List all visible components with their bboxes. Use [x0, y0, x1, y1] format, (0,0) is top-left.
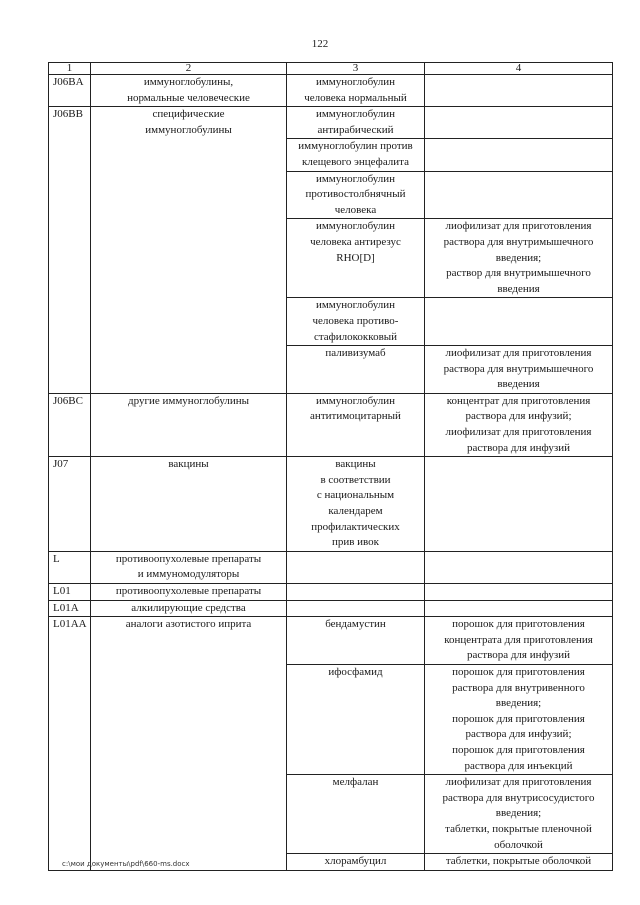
- page-number: 122: [311, 38, 329, 50]
- dosage-form-cell: таблетки, покрытые оболочкой: [425, 854, 613, 871]
- group-name-cell: специфические иммуноглобулины: [91, 107, 287, 394]
- drug-name-cell: мелфалан: [287, 775, 425, 854]
- dosage-form-cell: [425, 171, 613, 219]
- table-row: [49, 584, 613, 601]
- dosage-form-cell: порошок для приготовления концентрата для приготовления раствора для инфузий: [425, 617, 613, 665]
- group-name-cell: иммуноглобулины, нормальные человеческие: [91, 75, 287, 107]
- atc-code-cell: L01A: [49, 600, 91, 617]
- atc-code-cell: L01: [49, 584, 91, 601]
- dosage-form-cell: порошок для приготовления раствора для внутривенного введения; порошок для приготовления раствора для инфузий; порошок для приготовления раствора для инъекций: [425, 664, 613, 774]
- column-header: 1: [49, 63, 91, 75]
- drug-name-cell: иммуноглобулин противостолбнячный человека: [287, 171, 425, 219]
- column-header: 3: [287, 63, 425, 75]
- table-row: [49, 393, 613, 456]
- dosage-form-cell: [425, 551, 613, 583]
- table-row: [49, 551, 613, 583]
- group-name-cell: аналоги азотистого иприта: [91, 617, 287, 871]
- group-name-cell: противоопухолевые препараты: [91, 584, 287, 601]
- dosage-form-cell: лиофилизат для приготовления раствора для внутримышечного введения; раствор для внутримышечного введения: [425, 219, 613, 298]
- table-row: [49, 107, 613, 139]
- drug-name-cell: иммуноглобулин человека нормальный: [287, 75, 425, 107]
- atc-code-cell: L01AA: [49, 617, 91, 871]
- atc-code-cell: J07: [49, 457, 91, 552]
- dosage-form-cell: концентрат для приготовления раствора для инфузий; лиофилизат для приготовления раствора для инфузий: [425, 393, 613, 456]
- drug-name-cell: вакцины в соответствии с национальным календарем профилактических прив ивок: [287, 457, 425, 552]
- dosage-form-cell: [425, 600, 613, 617]
- drug-name-cell: [287, 584, 425, 601]
- drug-name-cell: иммуноглобулин против клещевого энцефалита: [287, 139, 425, 171]
- dosage-form-cell: лиофилизат для приготовления раствора для внутримышечного введения: [425, 346, 613, 394]
- drug-name-cell: [287, 551, 425, 583]
- dosage-form-cell: [425, 107, 613, 139]
- drug-table: [48, 62, 613, 871]
- table-header-row: [49, 63, 613, 75]
- dosage-form-cell: [425, 75, 613, 107]
- atc-code-cell: J06BA: [49, 75, 91, 107]
- group-name-cell: противоопухолевые препараты и иммуномодуляторы: [91, 551, 287, 583]
- group-name-cell: вакцины: [91, 457, 287, 552]
- drug-name-cell: иммуноглобулин человека антирезус RHO[D]: [287, 219, 425, 298]
- table-row: [49, 457, 613, 552]
- group-name-cell: другие иммуноглобулины: [91, 393, 287, 456]
- drug-name-cell: иммуноглобулин антитимоцитарный: [287, 393, 425, 456]
- column-header: 2: [91, 63, 287, 75]
- drug-name-cell: паливизумаб: [287, 346, 425, 394]
- atc-code-cell: J06BB: [49, 107, 91, 394]
- dosage-form-cell: [425, 139, 613, 171]
- drug-name-cell: бендамустин: [287, 617, 425, 665]
- atc-code-cell: L: [49, 551, 91, 583]
- dosage-form-cell: [425, 457, 613, 552]
- dosage-form-cell: [425, 298, 613, 346]
- table-row: [49, 75, 613, 107]
- atc-code-cell: J06BC: [49, 393, 91, 456]
- footer-file-path: c:\мои документы\pdf\660-ms.docx: [62, 860, 190, 868]
- dosage-form-cell: [425, 584, 613, 601]
- drug-name-cell: [287, 600, 425, 617]
- table-row: [49, 617, 613, 665]
- table-row: [49, 600, 613, 617]
- drug-name-cell: иммуноглобулин человека противо- стафилококковый: [287, 298, 425, 346]
- column-header: 4: [425, 63, 613, 75]
- group-name-cell: алкилирующие средства: [91, 600, 287, 617]
- drug-name-cell: ифосфамид: [287, 664, 425, 774]
- drug-name-cell: хлорамбуцил: [287, 854, 425, 871]
- drug-name-cell: иммуноглобулин антирабический: [287, 107, 425, 139]
- dosage-form-cell: лиофилизат для приготовления раствора для внутрисосудистого введения; таблетки, покрытые пленочной оболочкой: [425, 775, 613, 854]
- table-body: [49, 75, 613, 871]
